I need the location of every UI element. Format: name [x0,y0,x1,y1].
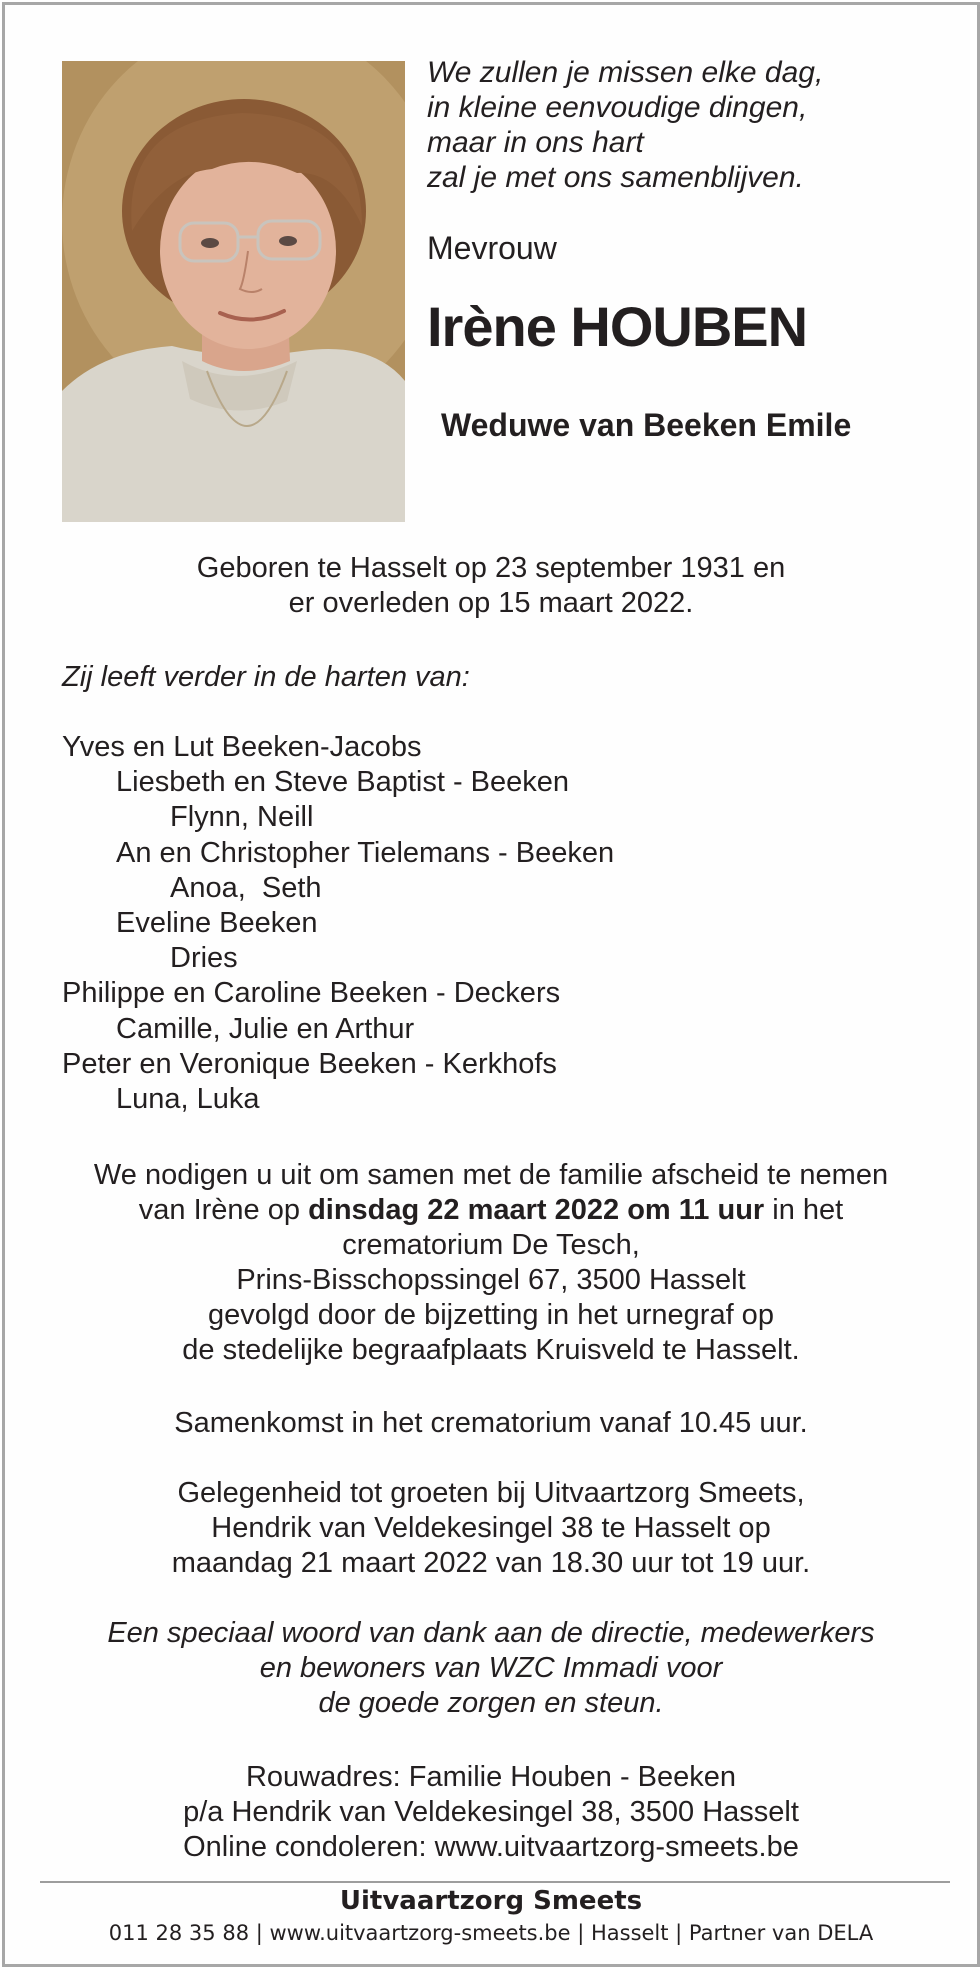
gathering-notice: Samenkomst in het crematorium vanaf 10.45 uur. [174,1407,808,1439]
family-member: Yves en Lut Beeken-Jacobs [62,731,422,763]
thanks-line: en bewoners van WZC Immadi voor [259,1652,723,1684]
thanks-line: Een speciaal woord van dank aan de directie, medewerkers [107,1617,875,1649]
visitation-line: Gelegenheid tot groeten bij Uitvaartzorg Smeets, [177,1477,805,1509]
invitation-line: gevolgd door de bijzetting in het urnegraf op [208,1299,774,1331]
spouse-line: Weduwe van Beeken Emile [441,407,852,443]
family-member: Eveline Beeken [116,907,318,940]
funeral-home-contact: 011 28 35 88 | www.uitvaartzorg-smeets.be | Hasselt | Partner van DELA [108,1921,874,1945]
invitation-text: in het [764,1194,844,1226]
family-member: Peter en Veronique Beeken - Kerkhofs [62,1047,557,1080]
family-list [62,730,614,1117]
honorific: Mevrouw [427,230,557,266]
visitation-line: maandag 21 maart 2022 van 18.30 uur tot 19 uur. [171,1547,811,1579]
birth-death-dates [5,551,977,621]
address-line: p/a Hendrik van Veldekesingel 38, 3500 Hasselt [183,1796,799,1828]
invitation-text: van Irène op [138,1194,309,1226]
condolence-link[interactable]: Online condoleren: www.uitvaartzorg-smeets.be [183,1831,799,1863]
portrait-image [62,61,405,522]
poem-line: in kleine eenvoudige dingen, [427,91,808,124]
invitation-line: Prins-Bisschopssingel 67, 3500 Hasselt [236,1264,746,1296]
family-member: Anoa, Seth [170,871,322,904]
birth-line: Geboren te Hasselt op 23 september 1931 en [196,552,786,584]
invitation-line-date [5,1193,977,1228]
family-member: Luna, Luka [116,1083,260,1116]
mourning-address [5,1760,977,1865]
invitation-line: crematorium De Tesch, [342,1229,640,1261]
family-member: Camille, Julie en Arthur [116,1012,415,1045]
death-notice-card [2,2,980,1967]
portrait-photo [62,61,405,522]
poem-line: zal je met ons samenblijven. [427,161,804,194]
memorial-poem [427,55,967,195]
invitation-line: de stedelijke begraafplaats Kruisveld te Hasselt. [182,1334,800,1366]
visitation-notice [5,1476,977,1581]
address-line: Rouwadres: Familie Houben - Beeken [245,1761,737,1793]
family-member: Dries [170,942,238,975]
service-datetime: dinsdag 22 maart 2022 om 11 uur [308,1194,765,1226]
family-member: An en Christopher Tielemans - Beeken [116,836,615,869]
funeral-home-name: Uitvaartzorg Smeets [339,1886,643,1916]
family-member: Liesbeth en Steve Baptist - Beeken [116,766,570,799]
poem-line: maar in ons hart [427,126,644,159]
thanks-note [5,1616,977,1721]
family-intro: Zij leeft verder in de harten van: [62,661,470,693]
family-member: Flynn, Neill [170,801,314,834]
funeral-invitation [5,1158,977,1368]
visitation-line: Hendrik van Veldekesingel 38 te Hasselt op [211,1512,771,1544]
family-member: Philippe en Caroline Beeken - Deckers [62,977,561,1010]
invitation-line: We nodigen u uit om samen met de familie afscheid te nemen [93,1159,889,1191]
footer-divider [40,1881,950,1883]
death-line: er overleden op 15 maart 2022. [288,587,694,619]
poem-line: We zullen je missen elke dag, [427,56,824,89]
deceased-name: Irène HOUBEN [427,295,808,358]
thanks-line: de goede zorgen en steun. [318,1687,664,1719]
